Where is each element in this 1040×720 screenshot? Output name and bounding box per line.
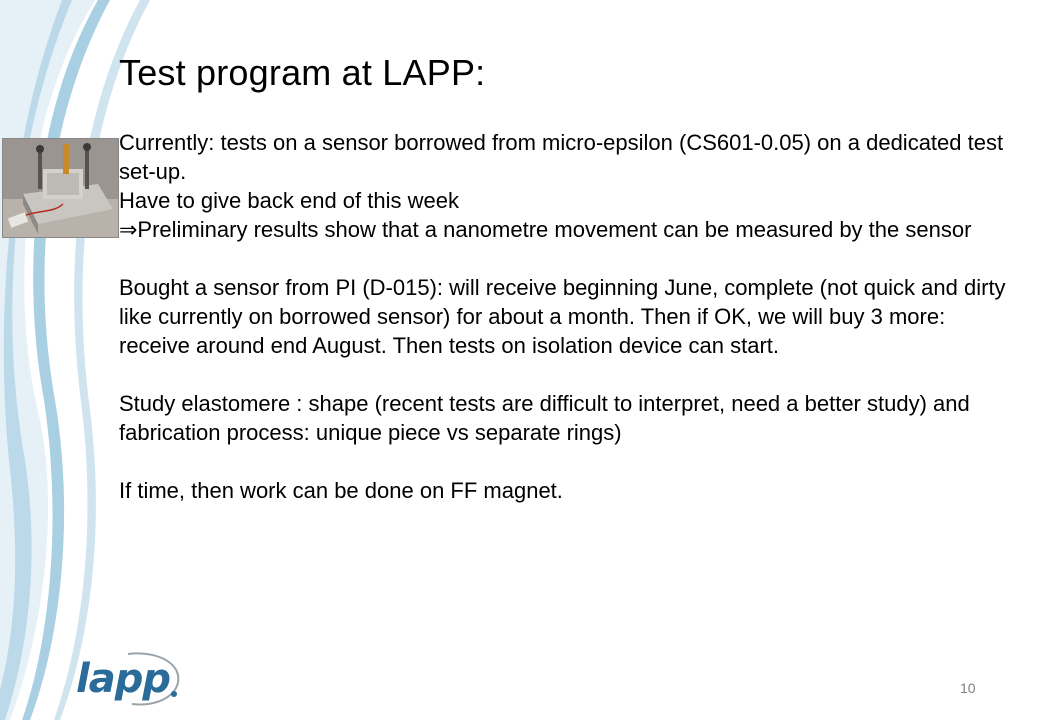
sensor-photo [2,138,119,238]
paragraph-elastomere: Study elastomere : shape (recent tests are difficult to interpret, need a better study) and fabrication process: unique piece vs separate rings) [119,391,970,445]
spacer [119,360,1019,389]
slide-title: Test program at LAPP: [119,52,486,93]
paragraph-preliminary-results: ⇒Preliminary results show that a nanometre movement can be measured by the sensor [119,217,972,242]
page-number: 10 [960,680,976,696]
spacer [119,244,1019,273]
sensor-setup-image [3,139,119,238]
logo-text: lapp [76,656,170,702]
paragraph-give-back: Have to give back end of this week [119,188,459,213]
paragraph-pi-sensor: Bought a sensor from PI (D-015): will receive beginning June, complete (not quick and dirty like currently on borrowed sensor) for about a month. Then if OK, we will buy 3 more: receive around end August. Then tests on isolation device can start. [119,275,1006,358]
lapp-logo [68,650,188,710]
slide-body [119,128,1019,505]
paragraph-current-tests: Currently: tests on a sensor borrowed from micro-epsilon (CS601-0.05) on a dedicated test set-up. [119,130,1004,184]
spacer [119,447,1019,476]
paragraph-ff-magnet: If time, then work can be done on FF magnet. [119,478,563,503]
